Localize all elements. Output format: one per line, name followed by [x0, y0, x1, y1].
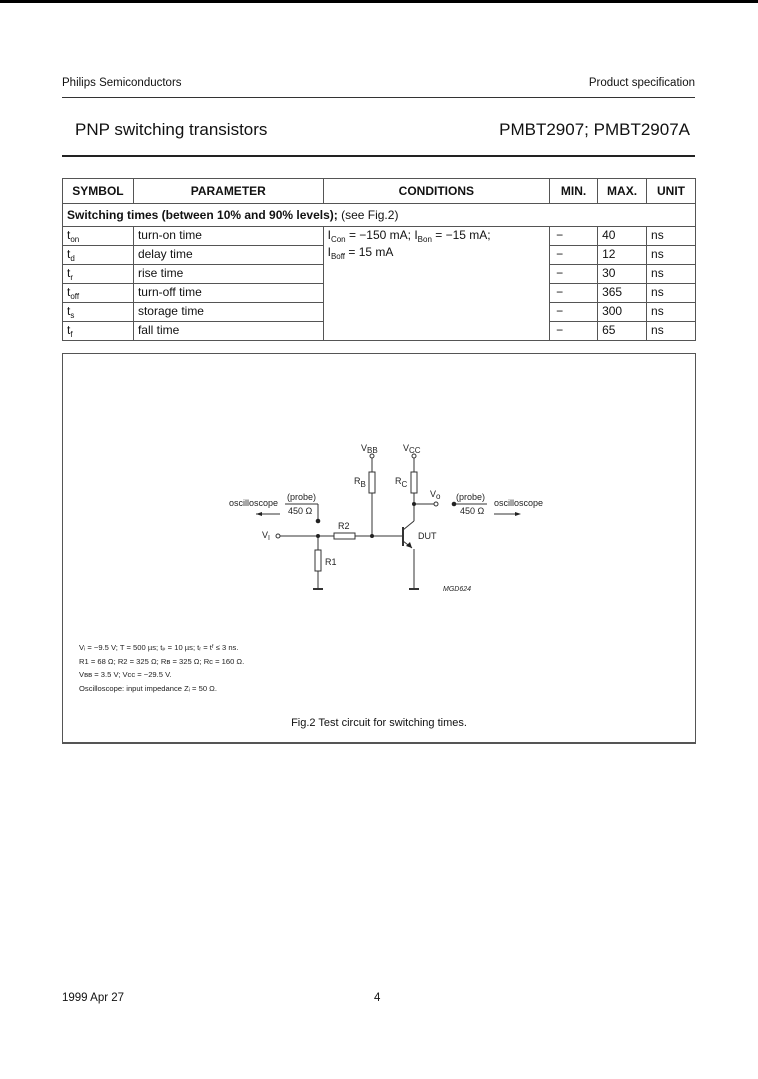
page-number: 4 [374, 992, 381, 1004]
max-cell: 12 [598, 246, 647, 265]
rc-label: RC [395, 476, 408, 489]
dut-label: DUT [418, 531, 437, 541]
min-cell: − [550, 246, 598, 265]
col-header-unit: UNIT [647, 179, 696, 204]
max-cell: 65 [598, 322, 647, 341]
unit-cell: ns [647, 227, 696, 246]
r2-label: R2 [338, 521, 350, 531]
vcc-label: VCC [403, 443, 421, 455]
max-cell: 365 [598, 284, 647, 303]
page-title: PNP switching transistors [75, 120, 268, 139]
unit-cell: ns [647, 284, 696, 303]
figure-caption: Fig.2 Test circuit for switching times. [291, 717, 467, 729]
r1-label: R1 [325, 557, 337, 567]
max-cell: 300 [598, 303, 647, 322]
min-cell: − [550, 322, 598, 341]
vo-label: Vo [430, 489, 441, 501]
unit-cell: ns [647, 246, 696, 265]
figure-code: MGD624 [443, 586, 472, 593]
parameter-cell: rise time [133, 265, 323, 284]
ohm-left-label: 450 Ω [288, 506, 313, 516]
scope-right-label: oscilloscope [494, 498, 544, 508]
symbol-cell: $t_{off}$ [63, 284, 134, 303]
ohm-right-label: 450 Ω [460, 506, 485, 516]
conditions-cell: $I_{Con} = -150$ mA; $I_{Bon} = -15$ mA; $I_{Boff} = 15$ mA [323, 227, 550, 341]
note-line: Vʙʙ = 3.5 V; Vᴄᴄ = −29.5 V. [79, 670, 172, 679]
rb-label: RB [354, 476, 366, 489]
parameter-cell: storage time [133, 303, 323, 322]
footer-date: 1999 Apr 27 [62, 992, 125, 1004]
note-line: Vᵢ = −9.5 V; T = 500 µs; tₚ = 10 µs; tᵣ = tᶠ ≤ 3 ns. [79, 643, 239, 652]
symbol-cell: $t_s$ [63, 303, 134, 322]
max-cell: 40 [598, 227, 647, 246]
part-numbers: PMBT2907; PMBT2907A [499, 120, 690, 139]
probe-right-label: (probe) [456, 492, 486, 502]
col-header-parameter: PARAMETER [133, 179, 323, 204]
min-cell: − [550, 303, 598, 322]
unit-cell: ns [647, 322, 696, 341]
col-header-conditions: CONDITIONS [323, 179, 550, 204]
note-line: R1 = 68 Ω; R2 = 325 Ω; Rʙ = 325 Ω; Rᴄ = 160 Ω. [79, 656, 245, 666]
unit-cell: ns [647, 303, 696, 322]
vi-label: $V_I$ [262, 530, 270, 542]
parameter-cell: turn-off time [133, 284, 323, 303]
circuit-notes [79, 641, 244, 695]
parameter-cell: delay time [133, 246, 323, 265]
unit-cell: ns [647, 265, 696, 284]
vbb-label: VBB [361, 443, 378, 455]
max-cell: 30 [598, 265, 647, 284]
company-name: Philips Semiconductors [62, 77, 182, 89]
symbol-cell: $t_r$ [63, 265, 134, 284]
symbol-cell: $t_d$ [63, 246, 134, 265]
min-cell: − [550, 265, 598, 284]
symbol-cell: $t_{on}$ [63, 227, 134, 246]
col-header-max: MAX. [598, 179, 647, 204]
col-header-symbol: SYMBOL [63, 179, 134, 204]
symbol-cell: $t_f$ [63, 322, 134, 341]
group-figure-ref: (see Fig.2) [337, 208, 399, 222]
group-title: Switching times (between 10% and 90% levels); [67, 208, 338, 222]
note-line: Oscilloscope: input impedance Zᵢ = 50 Ω. [79, 683, 217, 693]
min-cell: − [550, 284, 598, 303]
col-header-min: MIN. [550, 179, 598, 204]
document-type: Product specification [588, 77, 695, 89]
scope-left-label: oscilloscope [229, 498, 279, 508]
parameter-cell: turn-on time [133, 227, 323, 246]
parameter-cell: fall time [133, 322, 323, 341]
probe-left-label: (probe) [287, 492, 317, 502]
min-cell: − [550, 227, 598, 246]
